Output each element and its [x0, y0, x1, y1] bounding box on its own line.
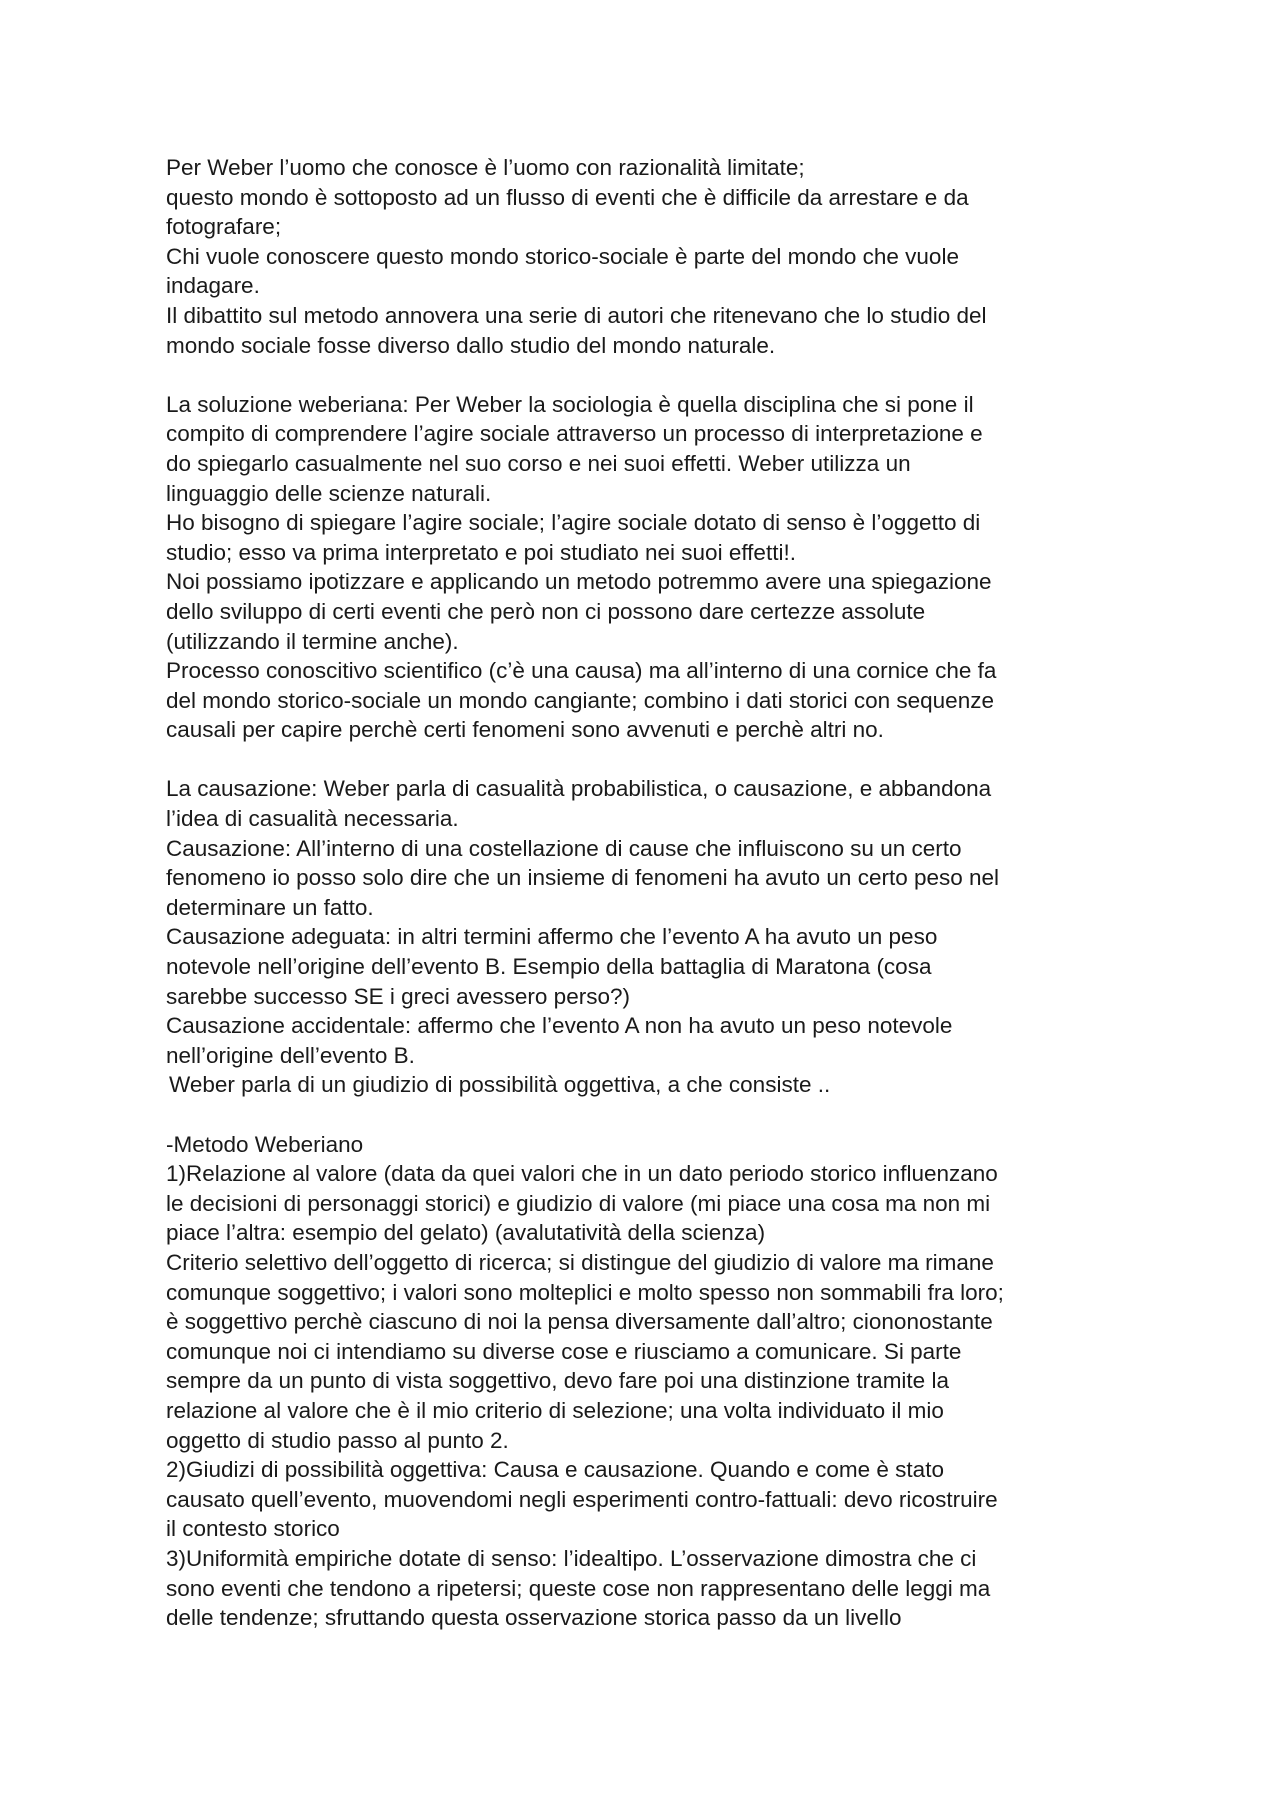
text-line: Chi vuole conoscere questo mondo storico-sociale è parte del mondo che vuole	[166, 243, 959, 269]
text-line: causali per capire perchè certi fenomeni sono avvenuti e perchè altri no.	[166, 717, 884, 743]
text-line: sono eventi che tendono a ripetersi; queste cose non rappresentano delle leggi ma	[166, 1575, 991, 1601]
text-line: l’idea di casualità necessaria.	[166, 806, 459, 832]
text-line: il contesto storico	[166, 1516, 340, 1542]
text-line: nell’origine dell’evento B.	[166, 1042, 415, 1068]
text-line: compito di comprendere l’agire sociale attraverso un processo di interpretazione e	[166, 421, 983, 447]
text-line: comunque soggettivo; i valori sono molteplici e molto spesso non sommabili fra loro;	[166, 1279, 1004, 1305]
text-line: indagare.	[166, 273, 260, 299]
text-line: piace l’altra: esempio del gelato) (avalutatività della scienza)	[166, 1220, 766, 1246]
text-line: Criterio selettivo dell’oggetto di ricerca; si distingue del giudizio di valore ma rimane	[166, 1249, 994, 1275]
paragraph-spacer	[166, 745, 1126, 775]
text-line: le decisioni di personaggi storici) e giudizio di valore (mi piace una cosa ma non mi	[166, 1190, 991, 1216]
text-line: comunque noi ci intendiamo su diverse cose e riusciamo a comunicare. Si parte	[166, 1338, 962, 1364]
text-line: Causazione: All’interno di una costellazione di cause che influiscono su un certo	[166, 835, 962, 861]
text-line: 2)Giudizi di possibilità oggettiva: Causa e causazione. Quando e come è stato	[166, 1457, 944, 1483]
text-line: Weber parla di un giudizio di possibilità oggettiva, a che consiste ..	[169, 1072, 831, 1098]
paragraph-causazione	[166, 774, 1126, 1100]
text-line: del mondo storico-sociale un mondo cangiante; combino i dati storici con sequenze	[166, 687, 994, 713]
document-body	[166, 153, 1126, 1633]
text-line: notevole nell’origine dell’evento B. Esempio della battaglia di Maratona (cosa	[166, 954, 932, 980]
paragraph-metodo-weberiano	[166, 1130, 1126, 1633]
text-line: Il dibattito sul metodo annovera una serie di autori che ritenevano che lo studio del	[166, 302, 987, 328]
text-line: (utilizzando il termine anche).	[166, 628, 459, 654]
text-line: causato quell’evento, muovendomi negli esperimenti contro-fattuali: devo ricostruire	[166, 1486, 998, 1512]
text-line: Noi possiamo ipotizzare e applicando un metodo potremmo avere una spiegazione	[166, 569, 992, 595]
text-line: determinare un fatto.	[166, 894, 374, 920]
text-line: 3)Uniformità empiriche dotate di senso: l’idealtipo. L’osservazione dimostra che ci	[166, 1545, 977, 1571]
paragraph-intro	[166, 153, 1126, 360]
text-line: 1)Relazione al valore (data da quei valori che in un dato periodo storico influenzano	[166, 1161, 998, 1187]
paragraph-spacer	[166, 1100, 1126, 1130]
text-line: Per Weber l’uomo che conosce è l’uomo con razionalità limitate;	[166, 155, 805, 180]
text-line: Causazione adeguata: in altri termini affermo che l’evento A ha avuto un peso	[166, 924, 938, 950]
text-line: mondo sociale fosse diverso dallo studio del mondo naturale.	[166, 332, 776, 358]
text-line: questo mondo è sottoposto ad un flusso di eventi che è difficile da arrestare e da	[166, 184, 969, 210]
text-line: relazione al valore che è il mio criterio di selezione; una volta individuato il mio	[166, 1397, 944, 1423]
text-line: è soggettivo perchè ciascuno di noi la pensa diversamente dall’altro; ciononostante	[166, 1309, 993, 1335]
text-line: do spiegarlo casualmente nel suo corso e nei suoi effetti. Weber utilizza un	[166, 450, 911, 476]
text-line: oggetto di studio passo al punto 2.	[166, 1427, 509, 1453]
section-heading: -Metodo Weberiano	[166, 1131, 364, 1157]
text-line: La causazione: Weber parla di casualità probabilistica, o causazione, e abbandona	[166, 776, 992, 802]
text-line: La soluzione weberiana: Per Weber la sociologia è quella disciplina che si pone il	[166, 391, 974, 417]
text-line: Ho bisogno di spiegare l’agire sociale; l’agire sociale dotato di senso è l’oggetto di	[166, 510, 981, 536]
text-line: dello sviluppo di certi eventi che però non ci possono dare certezze assolute	[166, 598, 926, 624]
text-line: sarebbe successo SE i greci avessero perso?)	[166, 983, 630, 1009]
text-line: sempre da un punto di vista soggettivo, devo fare poi una distinzione tramite la	[166, 1368, 949, 1394]
text-line: fotografare;	[166, 214, 282, 240]
text-line: Processo conoscitivo scientifico (c’è una causa) ma all’interno di una cornice che fa	[166, 658, 997, 684]
paragraph-soluzione-weberiana	[166, 390, 1126, 745]
text-line: fenomeno io posso solo dire che un insieme di fenomeni ha avuto un certo peso nel	[166, 865, 1000, 891]
text-line: delle tendenze; sfruttando questa osservazione storica passo da un livello	[166, 1605, 902, 1631]
paragraph-spacer	[166, 360, 1126, 390]
text-line: studio; esso va prima interpretato e poi studiato nei suoi effetti!.	[166, 539, 796, 565]
text-line: linguaggio delle scienze naturali.	[166, 480, 492, 506]
text-line: Causazione accidentale: affermo che l’evento A non ha avuto un peso notevole	[166, 1013, 953, 1039]
